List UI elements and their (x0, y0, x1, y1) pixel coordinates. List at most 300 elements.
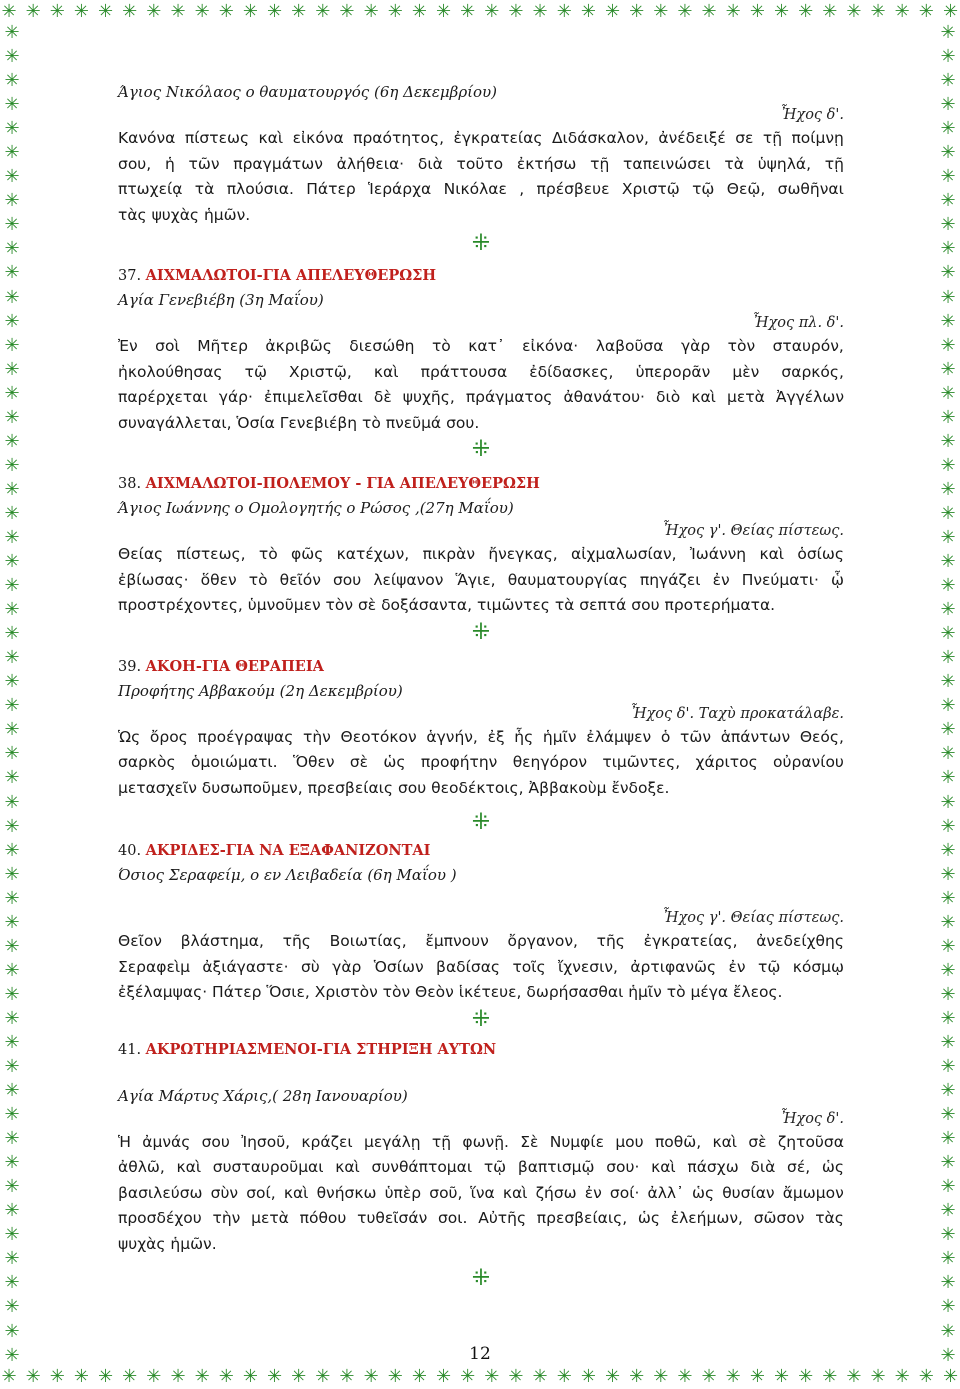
echos-label: Ἦχος δ'. Ταχὺ προκατάλαβε. (630, 705, 844, 722)
border-star-icon: ✳ (940, 815, 956, 837)
word: Πνεύματι· (741, 570, 819, 589)
word: ὑπὲρ (384, 1183, 422, 1202)
word: ἐν (584, 1183, 602, 1202)
word: καὶ (373, 362, 399, 381)
word: καὶ (283, 1183, 309, 1202)
border-star-icon: ✳ (940, 262, 956, 284)
border-star-icon: ✳ (940, 1152, 956, 1174)
word: τῶν (188, 154, 220, 173)
border-star-icon: ✳ (460, 1366, 476, 1387)
echos-label: Ἦχος γ'. Θείας πίστεως. (662, 523, 844, 539)
border-star-icon: ✳ (940, 839, 956, 861)
border-star-icon: ✳ (194, 1, 210, 22)
border-star-icon: ✳ (4, 502, 20, 524)
border-star-icon: ✳ (749, 1366, 765, 1387)
border-star-icon: ✳ (940, 382, 956, 404)
word: ἔμπνουν (425, 932, 489, 950)
border-star-icon: ✳ (4, 671, 20, 693)
word: τῆς (282, 932, 311, 950)
border-star-icon: ✳ (940, 983, 956, 1005)
word: σωθῆναι (777, 180, 844, 198)
word: Ὡς (118, 727, 141, 746)
section-40 (118, 839, 844, 1006)
border-star-icon: ✳ (4, 1152, 20, 1174)
word: τῶν (680, 727, 711, 746)
border-star-icon: ✳ (363, 1, 379, 22)
border-star-icon: ✳ (918, 1, 934, 22)
word: σταυρόν, (772, 337, 844, 355)
border-star-icon: ✳ (940, 695, 956, 717)
word: τῷ (757, 957, 781, 976)
border-star-icon: ✳ (749, 1, 765, 22)
border-star-icon: ✳ (73, 1366, 89, 1387)
word: Μῆτερ (197, 337, 248, 355)
word: πικρὰν (422, 545, 475, 563)
word: ὁσίως (797, 545, 844, 563)
border-star-icon: ✳ (4, 1296, 20, 1318)
border-star-icon: ✳ (798, 1, 814, 22)
hymn-line (118, 542, 844, 568)
saint-name: Προφήτης Αββακούμ (2η Δεκεμβρίου) (118, 681, 403, 700)
word: σου, (118, 154, 152, 173)
word: διὰ (750, 1158, 776, 1176)
border-star-icon: ✳ (940, 502, 956, 524)
saint-name: Όσιος Σεραφείμ, ο εν Λειβαδεία (6η Μαΐου ) (118, 866, 457, 884)
border-star-icon: ✳ (122, 1366, 138, 1387)
word: ἵνα (470, 1183, 495, 1202)
word: ὑπερορᾶν (635, 362, 711, 381)
word: τὸν (727, 337, 756, 355)
border-star-icon: ✳ (725, 1366, 741, 1387)
hymn-line (118, 1206, 844, 1232)
word: καὶ (258, 129, 284, 147)
word: τῷ (483, 1158, 507, 1176)
hymn-line: ψυχὰς ἡμῶν. (118, 1234, 217, 1253)
word: προσδέχου (118, 1209, 202, 1227)
word: βλάστημα, (180, 932, 264, 950)
border-star-icon: ✳ (4, 334, 20, 356)
border-star-icon: ✳ (4, 551, 20, 573)
border-star-icon: ✳ (940, 1272, 956, 1294)
border-star-icon: ✳ (4, 1272, 20, 1294)
word: ἡ (164, 154, 175, 173)
word: σοι. (437, 1209, 468, 1227)
page-border-top (0, 0, 960, 24)
border-star-icon: ✳ (940, 358, 956, 380)
word: ἀθανάτου· (563, 388, 645, 406)
border-star-icon: ✳ (4, 142, 20, 164)
hymn-line: μετασχεῖν δυσωποῦμεν, πρεσβείαις σου θεοδέκτοις, Ἀββακοὺμ ἔνδοξε. (118, 778, 670, 797)
border-star-icon: ✳ (194, 1366, 210, 1387)
section-heading (118, 839, 844, 863)
border-star-icon: ✳ (4, 647, 20, 669)
word: Ὅθεν (292, 753, 335, 771)
word: τοῦτο (456, 154, 504, 173)
word: πράττουσα (420, 362, 508, 381)
word: καὶ (502, 1183, 528, 1202)
word: φῶς (291, 545, 324, 563)
border-star-icon: ✳ (604, 1, 621, 22)
border-star-icon: ✳ (49, 1, 65, 22)
border-star-icon: ✳ (556, 1366, 572, 1387)
section-separator: ⁜ (471, 231, 491, 256)
word: Θείας (118, 545, 164, 563)
word: Κανόνα (118, 129, 176, 147)
word: ἐξ (487, 727, 505, 746)
border-star-icon: ✳ (940, 911, 956, 933)
border-star-icon: ✳ (940, 1296, 956, 1318)
word: σοί, (246, 1183, 276, 1202)
word: ἄμωμον (782, 1183, 844, 1202)
word: ἐδίδασκες, (529, 362, 614, 381)
border-star-icon: ✳ (4, 1200, 20, 1222)
section-heading (118, 655, 844, 679)
border-star-icon: ✳ (701, 1, 717, 22)
page-border-bottom (0, 1365, 960, 1389)
word: ἀνέδειξέ (658, 129, 726, 147)
border-star-icon: ✳ (4, 863, 20, 885)
word: Νυμφίε (549, 1132, 605, 1151)
border-star-icon: ✳ (363, 1366, 379, 1387)
section-separator: ⁜ (471, 1006, 491, 1032)
border-star-icon: ✳ (940, 286, 956, 308)
word: καὶ (712, 1132, 738, 1151)
border-star-icon: ✳ (677, 1, 693, 22)
border-star-icon: ✳ (218, 1, 234, 22)
word: μετὰ (727, 388, 765, 406)
border-star-icon: ✳ (25, 1, 41, 22)
border-star-icon: ✳ (940, 863, 956, 885)
word: τῇ (824, 154, 844, 173)
border-star-icon: ✳ (218, 1366, 234, 1387)
word: μεγάλῃ (363, 1132, 421, 1151)
border-star-icon: ✳ (894, 1366, 910, 1387)
word: πάσχω (687, 1158, 739, 1176)
border-star-icon: ✳ (4, 1056, 20, 1078)
word: τῷ (244, 362, 267, 381)
word: τὰς (815, 1209, 844, 1227)
border-star-icon: ✳ (339, 1366, 355, 1387)
word: καὶ (335, 1158, 360, 1176)
word: προέγραψας (197, 727, 294, 746)
border-star-icon: ✳ (940, 1031, 956, 1053)
border-star-icon: ✳ (484, 1366, 500, 1387)
border-star-icon: ✳ (4, 815, 20, 837)
word: κατέχων, (336, 545, 410, 563)
word: ἧς (514, 727, 534, 746)
word: κατ᾽ (468, 337, 505, 355)
border-star-icon: ✳ (4, 695, 20, 717)
word: αἰχμαλωσίαν, (571, 545, 677, 563)
word: τῆς (596, 932, 625, 950)
word: ᾧ (831, 570, 844, 589)
hymn-line (118, 177, 844, 203)
word: ζήσω (535, 1183, 577, 1202)
border-star-icon: ✳ (4, 983, 20, 1005)
border-star-icon: ✳ (846, 1366, 862, 1387)
word: τὰ (194, 180, 215, 198)
border-star-icon: ✳ (4, 310, 20, 332)
word: βαπτισμῷ (517, 1158, 595, 1176)
section-39 (118, 655, 844, 802)
border-star-icon: ✳ (4, 406, 20, 428)
border-star-icon: ✳ (4, 190, 20, 212)
word: ἐν (728, 957, 746, 976)
border-star-icon: ✳ (484, 1, 500, 22)
word: προφήτην (420, 753, 498, 771)
border-star-icon: ✳ (556, 1, 572, 22)
word: ἀνεδείχθης (756, 932, 844, 950)
border-star-icon: ✳ (4, 887, 20, 909)
word: σου (332, 570, 362, 589)
border-star-icon: ✳ (798, 1366, 814, 1387)
word: Θεός, (799, 727, 844, 746)
section-title: ΑΚΟΗ-ΓΙΑ ΘΕΡΑΠΕΙΑ (145, 657, 324, 675)
hymn-line (118, 929, 844, 955)
border-star-icon: ✳ (942, 1366, 959, 1387)
border-star-icon: ✳ (242, 1, 258, 22)
border-star-icon: ✳ (4, 791, 20, 813)
word: τῇ (590, 154, 610, 173)
border-star-icon: ✳ (870, 1, 886, 22)
word: πράγματος (465, 388, 553, 406)
word: πτωχείᾳ (118, 180, 183, 198)
word: ἐγκρατείας, (643, 932, 738, 950)
hymn-line (118, 568, 844, 594)
section-number: 40. (118, 843, 142, 859)
border-star-icon: ✳ (1, 1, 17, 22)
border-star-icon: ✳ (846, 1, 862, 22)
border-star-icon: ✳ (4, 358, 20, 380)
word: σου (201, 1132, 230, 1151)
border-star-icon: ✳ (291, 1366, 307, 1387)
word: θαυματουργίας (507, 570, 628, 589)
border-star-icon: ✳ (822, 1366, 838, 1387)
word: Ἐν (118, 337, 138, 355)
word: τὴν (212, 1209, 241, 1227)
word: γάρ· (218, 388, 253, 406)
word: διὰ (417, 154, 443, 173)
word: γὰρ (332, 957, 362, 976)
word: τὸ (431, 337, 451, 355)
border-star-icon: ✳ (4, 1248, 20, 1270)
word: ἀξιάγαστε· (202, 957, 289, 976)
border-star-icon: ✳ (940, 1200, 956, 1222)
word: τυθεῖσάν (357, 1209, 428, 1227)
word: καὶ (176, 1158, 202, 1176)
border-star-icon: ✳ (940, 310, 956, 332)
word: ἐκτήσω (516, 154, 577, 173)
hymn-line: τὰς ψυχὰς ἡμῶν. (118, 205, 251, 224)
word: ζητοῦσα (777, 1132, 844, 1151)
border-star-icon: ✳ (940, 1176, 956, 1198)
border-star-icon: ✳ (822, 1, 838, 22)
word: ἐν (712, 570, 730, 589)
word: πρέσβευε (536, 180, 610, 198)
word: τιμῶντες, (602, 753, 681, 771)
border-star-icon: ✳ (4, 839, 20, 861)
border-star-icon: ✳ (918, 1366, 934, 1387)
section-title: ΑΚΡΩΤΗΡΙΑΣΜΕΝΟΙ-ΓΙΑ ΣΤΗΡΙΞΗ ΑΥΤΩΝ (145, 1040, 497, 1058)
word: σὺν (210, 1183, 239, 1202)
saint-name: Αγία Μάρτυς Χάρις,( 28η Ιανουαρίου) (118, 1086, 408, 1105)
border-star-icon: ✳ (122, 1, 138, 22)
border-star-icon: ✳ (4, 1320, 20, 1342)
section-title: ΑΙΧΜΑΛΩΤΟΙ-ΠΟΛΕΜΟΥ - ΓΙΑ ΑΠΕΛΕΥΘΕΡΩΣΗ (145, 475, 540, 492)
hymn-line: ἐξέλαμψας· Πάτερ Ὅσιε, Χριστὸν τὸν Θεὸν ἱκέτευε, δωρήσασθαι ἡμῖν τὸ μέγα ἔλεος. (118, 983, 783, 1001)
word: Διδάσκαλον, (551, 129, 649, 147)
border-star-icon: ✳ (940, 454, 956, 476)
border-star-icon: ✳ (315, 1366, 331, 1387)
hymn-line (118, 1155, 844, 1181)
border-star-icon: ✳ (940, 671, 956, 693)
border-star-icon: ✳ (4, 1344, 20, 1365)
word: Σὲ (520, 1132, 539, 1151)
border-star-icon: ✳ (940, 1344, 956, 1365)
word: ἀλήθεια· (336, 154, 405, 173)
word: Σεραφεὶμ (118, 957, 190, 976)
border-star-icon: ✳ (339, 1, 355, 22)
border-star-icon: ✳ (4, 430, 20, 452)
border-star-icon: ✳ (4, 286, 20, 308)
word: Πάτερ (306, 180, 356, 198)
border-star-icon: ✳ (629, 1366, 645, 1387)
border-star-icon: ✳ (870, 1366, 886, 1387)
section-41 (118, 1038, 844, 1258)
border-star-icon: ✳ (773, 1, 790, 22)
word: Θεοτόκον (340, 727, 417, 746)
saint-name: Άγιος Ιωάννης ο Ομολογητής ο Ρώσος ,(27η Μαΐου) (118, 499, 514, 517)
echos-label: Ἦχος πλ. δ'. (752, 315, 844, 331)
echos-label: Ἦχος δ'. (780, 1110, 844, 1127)
word: ταπεινώσει (623, 154, 711, 173)
word: θεῖόν (279, 570, 321, 589)
word: τῇ (762, 129, 783, 147)
border-star-icon: ✳ (146, 1366, 162, 1387)
border-star-icon: ✳ (4, 214, 20, 236)
page-border-right (936, 24, 960, 1365)
border-star-icon: ✳ (387, 1366, 403, 1387)
border-star-icon: ✳ (4, 935, 20, 957)
border-star-icon: ✳ (49, 1366, 65, 1387)
border-star-icon: ✳ (940, 24, 956, 43)
section-title: ΑΙΧΜΑΛΩΤΟΙ-ΓΙΑ ΑΠΕΛΕΥΘΕΡΩΣΗ (145, 267, 437, 284)
border-star-icon: ✳ (940, 526, 956, 548)
border-star-icon: ✳ (940, 767, 956, 789)
border-star-icon: ✳ (4, 623, 20, 645)
border-star-icon: ✳ (940, 1056, 956, 1078)
hymn-line (118, 334, 844, 360)
hymn-line: προστρέχοντες, ὑμνοῦμεν τὸν σὲ δοξάσαντα, τιμῶντες τὰ σεπτά σου προτερήματα. (118, 596, 776, 614)
word: εἰκόνα (292, 129, 344, 147)
border-star-icon: ✳ (532, 1366, 548, 1387)
border-star-icon: ✳ (4, 1104, 20, 1126)
saint-name: Άγιος Νικόλαος ο θαυματουργός (6η Δεκεμβρίου) (118, 83, 498, 101)
border-star-icon: ✳ (940, 1320, 956, 1342)
word: σαρκός, (781, 362, 844, 381)
border-star-icon: ✳ (508, 1, 524, 22)
border-star-icon: ✳ (940, 334, 956, 356)
echos-label: Ἦχος δ'. (780, 107, 844, 123)
border-star-icon: ✳ (242, 1366, 258, 1387)
border-star-icon: ✳ (580, 1366, 596, 1387)
word: ὄρος (149, 727, 188, 746)
border-star-icon: ✳ (940, 719, 956, 741)
border-star-icon: ✳ (942, 1, 959, 22)
word: καὶ (759, 545, 785, 563)
border-star-icon: ✳ (940, 70, 956, 92)
word: ἀκριβῶς (265, 337, 332, 355)
border-star-icon: ✳ (940, 118, 956, 140)
border-star-icon: ✳ (4, 70, 20, 92)
section-nikolaos (118, 80, 844, 228)
page-border-left (0, 24, 24, 1365)
hymn-line (118, 750, 844, 776)
border-star-icon: ✳ (940, 623, 956, 645)
word: Ἡ (118, 1132, 131, 1151)
border-star-icon: ✳ (4, 478, 20, 500)
word: πραγμάτων (233, 154, 323, 173)
border-star-icon: ✳ (940, 887, 956, 909)
word: πίστεως, (176, 545, 246, 563)
section-heading (118, 1038, 844, 1062)
word: κράζει (301, 1132, 353, 1151)
border-star-icon: ✳ (170, 1366, 186, 1387)
word: τοῖς (512, 957, 546, 976)
border-star-icon: ✳ (940, 575, 956, 597)
border-star-icon: ✳ (1, 1366, 17, 1387)
border-star-icon: ✳ (677, 1366, 693, 1387)
word: σοὶ (155, 337, 180, 355)
border-star-icon: ✳ (940, 430, 956, 452)
word: φωνῇ. (462, 1132, 509, 1151)
border-star-icon: ✳ (4, 118, 20, 140)
word: διεσώθη (349, 337, 415, 355)
border-star-icon: ✳ (604, 1366, 621, 1387)
border-star-icon: ✳ (4, 382, 20, 404)
word: Θεῷ, (726, 180, 766, 198)
word: σῶσον (753, 1209, 805, 1227)
word: Νικόλαε (443, 180, 507, 198)
word: ὑψηλά, (757, 154, 812, 173)
word: ὡς (383, 753, 406, 771)
word: ἀθλῶ, (118, 1158, 165, 1176)
border-star-icon: ✳ (940, 478, 956, 500)
section-37 (118, 264, 844, 436)
word: ἤνεγκας, (488, 545, 558, 563)
word: ἁγνήν, (426, 727, 478, 746)
hymn-line (118, 360, 844, 386)
border-star-icon: ✳ (291, 1, 307, 22)
word: πρεσβείαις, (536, 1209, 628, 1227)
border-star-icon: ✳ (4, 1224, 20, 1246)
word: μετὰ (251, 1209, 289, 1227)
word: οὐρανίου (773, 753, 844, 771)
word: ἐβίωσας· (118, 570, 189, 589)
word: ὄργανον, (507, 932, 578, 950)
border-star-icon: ✳ (940, 1224, 956, 1246)
word: τὴν (303, 727, 331, 746)
word: σὺ (300, 957, 320, 976)
border-star-icon: ✳ (73, 1, 89, 22)
border-star-icon: ✳ (940, 1248, 956, 1270)
border-star-icon: ✳ (940, 46, 956, 68)
word: μου (615, 1132, 644, 1151)
section-separator: ⁜ (471, 619, 491, 645)
border-star-icon: ✳ (4, 454, 20, 476)
word: τῷ (692, 180, 715, 198)
word: καὶ (651, 1158, 676, 1176)
